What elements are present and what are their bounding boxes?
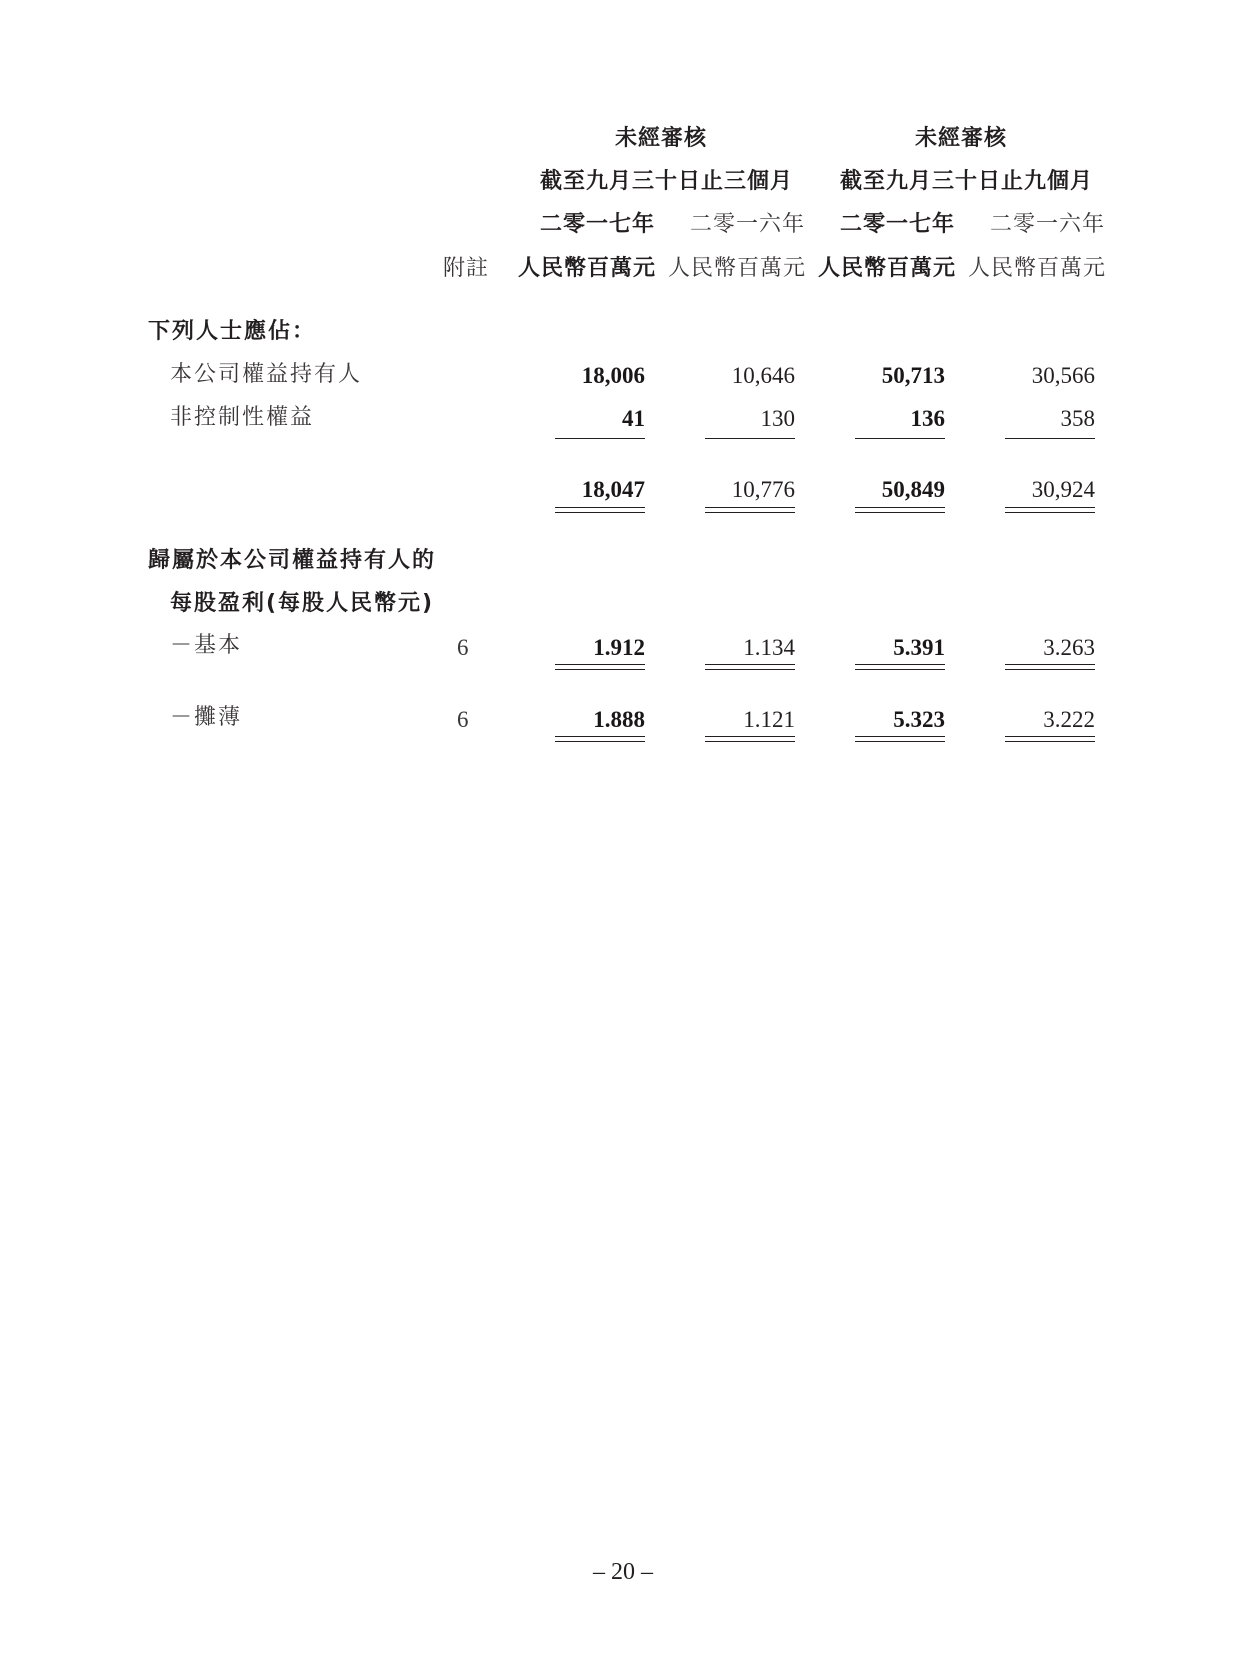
col4-unit: 人民幣百萬元 bbox=[968, 256, 1107, 281]
diluted-dline-b-col2 bbox=[705, 741, 795, 742]
col4-year: 二零一六年 bbox=[990, 212, 1106, 237]
diluted-dline-a-col3 bbox=[855, 736, 945, 737]
total-col1: 18,047 bbox=[581, 477, 645, 502]
page-number: – 20 – bbox=[593, 1559, 653, 1585]
section1-title: 下列人士應佔： bbox=[148, 319, 317, 344]
section2-title-line2: 每股盈利(每股人民幣元) bbox=[170, 591, 435, 616]
row-noncontrolling-label: 非控制性權益 bbox=[170, 405, 315, 430]
diluted-dline-b-col3 bbox=[855, 741, 945, 742]
total-dline-b-col1 bbox=[555, 512, 645, 513]
row-equity-holders-col2: 10,646 bbox=[731, 363, 795, 388]
row-equity-holders-col4: 30,566 bbox=[1031, 363, 1095, 388]
col2-year: 二零一六年 bbox=[690, 212, 806, 237]
diluted-dline-a-col1 bbox=[555, 736, 645, 737]
row-noncontrolling-col4: 358 bbox=[1060, 406, 1095, 431]
group1-status: 未經審核 bbox=[615, 126, 708, 151]
row-basic-label: －基本 bbox=[170, 633, 243, 658]
row-diluted-col3: 5.323 bbox=[893, 707, 945, 732]
basic-dline-a-col3 bbox=[855, 664, 945, 665]
group2-period: 截至九月三十日止九個月 bbox=[840, 169, 1094, 194]
row-equity-holders-col1: 18,006 bbox=[581, 363, 645, 388]
total-dline-a-col4 bbox=[1005, 507, 1095, 508]
row-diluted-col1: 1.888 bbox=[593, 707, 645, 732]
row-diluted-note: 6 bbox=[457, 707, 469, 732]
col3-unit: 人民幣百萬元 bbox=[818, 256, 957, 281]
basic-dline-b-col2 bbox=[705, 669, 795, 670]
row-diluted-col2: 1.121 bbox=[743, 707, 795, 732]
row-basic-col4: 3.263 bbox=[1043, 635, 1095, 660]
row-noncontrolling-col1: 41 bbox=[622, 406, 645, 431]
row-basic-col3: 5.391 bbox=[893, 635, 945, 660]
total-dline-a-col2 bbox=[705, 507, 795, 508]
total-dline-a-col3 bbox=[855, 507, 945, 508]
row-noncontrolling-col3: 136 bbox=[910, 406, 945, 431]
total-dline-a-col1 bbox=[555, 507, 645, 508]
subtotal-line-col3 bbox=[855, 438, 945, 439]
diluted-dline-b-col1 bbox=[555, 741, 645, 742]
total-col2: 10,776 bbox=[731, 477, 795, 502]
basic-dline-a-col2 bbox=[705, 664, 795, 665]
total-col4: 30,924 bbox=[1031, 477, 1095, 502]
total-col3: 50,849 bbox=[881, 477, 945, 502]
total-dline-b-col3 bbox=[855, 512, 945, 513]
subtotal-line-col1 bbox=[555, 438, 645, 439]
basic-dline-b-col3 bbox=[855, 669, 945, 670]
row-basic-note: 6 bbox=[457, 635, 469, 660]
total-dline-b-col2 bbox=[705, 512, 795, 513]
basic-dline-b-col1 bbox=[555, 669, 645, 670]
group1-period: 截至九月三十日止三個月 bbox=[540, 169, 794, 194]
col3-year: 二零一七年 bbox=[840, 212, 956, 237]
basic-dline-a-col4 bbox=[1005, 664, 1095, 665]
row-equity-holders-label: 本公司權益持有人 bbox=[170, 362, 363, 387]
diluted-dline-b-col4 bbox=[1005, 741, 1095, 742]
note-header: 附註 bbox=[443, 256, 490, 281]
subtotal-line-col4 bbox=[1005, 438, 1095, 439]
col2-unit: 人民幣百萬元 bbox=[668, 256, 807, 281]
row-basic-col2: 1.134 bbox=[743, 635, 795, 660]
diluted-dline-a-col4 bbox=[1005, 736, 1095, 737]
basic-dline-a-col1 bbox=[555, 664, 645, 665]
basic-dline-b-col4 bbox=[1005, 669, 1095, 670]
row-basic-col1: 1.912 bbox=[593, 635, 645, 660]
row-noncontrolling-col2: 130 bbox=[760, 406, 795, 431]
col1-unit: 人民幣百萬元 bbox=[518, 256, 657, 281]
total-dline-b-col4 bbox=[1005, 512, 1095, 513]
col1-year: 二零一七年 bbox=[540, 212, 656, 237]
row-diluted-label: －攤薄 bbox=[170, 705, 243, 730]
section2-title-line1: 歸屬於本公司權益持有人的 bbox=[148, 548, 437, 573]
row-diluted-col4: 3.222 bbox=[1043, 707, 1095, 732]
subtotal-line-col2 bbox=[705, 438, 795, 439]
group2-status: 未經審核 bbox=[915, 126, 1008, 151]
row-equity-holders-col3: 50,713 bbox=[881, 363, 945, 388]
diluted-dline-a-col2 bbox=[705, 736, 795, 737]
